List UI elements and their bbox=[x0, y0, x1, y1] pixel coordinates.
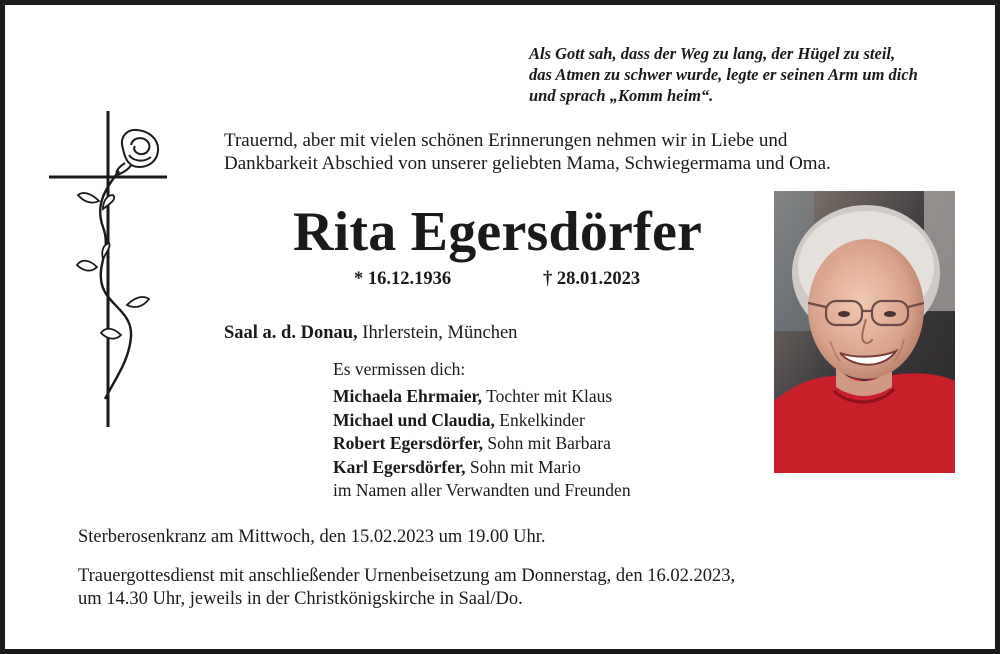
intro-text bbox=[224, 129, 831, 175]
quote-line: und sprach „Komm heim“. bbox=[529, 86, 714, 105]
portrait-photo bbox=[774, 191, 955, 473]
survivor-row bbox=[333, 385, 631, 409]
cross-with-rose-icon bbox=[45, 109, 175, 439]
survivor-row bbox=[333, 432, 631, 456]
intro-line: Trauernd, aber mit vielen schönen Erinnerungen nehmen wir in Liebe und bbox=[224, 130, 788, 151]
rosary-info: Sterberosenkranz am Mittwoch, den 15.02.2023 um 19.00 Uhr. bbox=[78, 527, 546, 547]
survivors-list bbox=[333, 385, 631, 503]
survivor-relation: Sohn mit Barbara bbox=[483, 433, 611, 454]
service-line: um 14.30 Uhr, jeweils in der Christkönigskirche in Saal/Do. bbox=[78, 589, 523, 609]
birth-date: * 16.12.1936 bbox=[354, 269, 452, 289]
death-date: † 28.01.2023 bbox=[543, 269, 641, 289]
survivor-relation: Tochter mit Klaus bbox=[482, 386, 613, 406]
survivor-name: Robert Egersdörfer, bbox=[333, 433, 484, 454]
survivor-name: Karl Egersdörfer, bbox=[333, 456, 466, 477]
primary-place: Saal a. d. Donau, bbox=[224, 323, 358, 343]
survivor-row bbox=[333, 409, 631, 433]
places-line bbox=[224, 323, 517, 344]
survivors-closing: im Namen aller Verwandten und Freunden bbox=[333, 480, 631, 501]
survivor-name: Michaela Ehrmaier, bbox=[333, 386, 483, 406]
survivors-intro: Es vermissen dich: bbox=[333, 359, 466, 379]
survivor-relation: Enkelkinder bbox=[494, 409, 585, 430]
quote-line: Als Gott sah, dass der Weg zu lang, der Hügel zu steil, bbox=[529, 44, 896, 63]
survivor-name: Michael und Claudia, bbox=[333, 409, 495, 430]
service-info bbox=[78, 565, 735, 611]
survivor-relation: Sohn mit Mario bbox=[465, 456, 581, 477]
service-line: Trauergottesdienst mit anschließender Urnenbeisetzung am Donnerstag, den 16.02.2023, bbox=[78, 566, 736, 586]
intro-line: Dankbarkeit Abschied von unserer geliebten Mama, Schwiegermama und Oma. bbox=[224, 153, 831, 174]
other-places: Ihrlerstein, München bbox=[357, 323, 518, 343]
quote-line: das Atmen zu schwer wurde, legte er seinen Arm um dich bbox=[529, 65, 918, 84]
deceased-name: Rita Egersdörfer bbox=[293, 201, 703, 263]
memorial-quote bbox=[529, 43, 918, 106]
survivor-row bbox=[333, 456, 631, 480]
